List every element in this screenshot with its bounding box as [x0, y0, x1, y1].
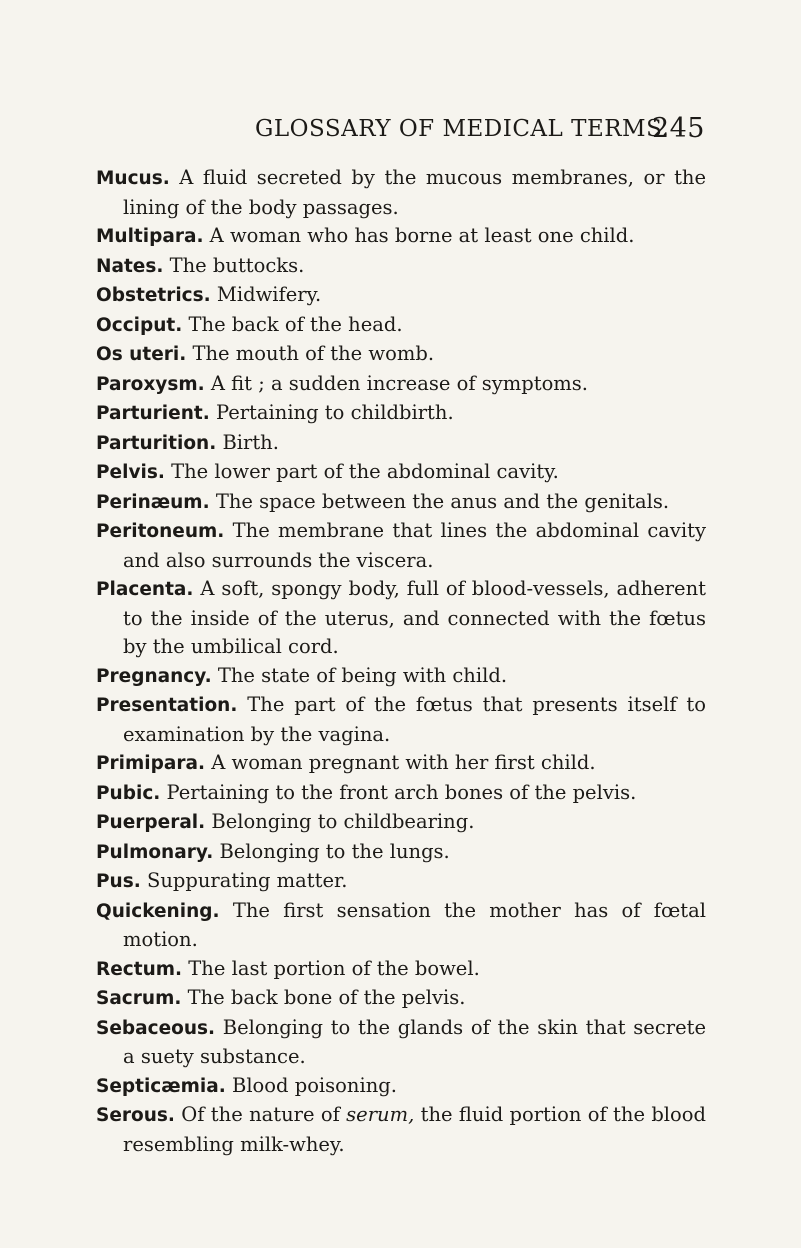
glossary-definition: Midwifery. [216, 283, 322, 306]
glossary-entry [96, 1072, 706, 1102]
glossary-definition: The part of the fœtus that presents itself to examination by the vagina. [123, 693, 706, 746]
glossary-definition: The state of being with child. [217, 663, 508, 687]
glossary-entry [96, 808, 706, 838]
glossary-entry [96, 517, 706, 575]
glossary-term: Sebaceous. [96, 1017, 216, 1039]
glossary-term: Serous. [96, 1105, 175, 1126]
glossary-term: Paroxysm. [96, 373, 205, 395]
glossary-definition: Belonging to the glands of the skin that secrete a suety substance. [123, 1015, 707, 1068]
glossary-term: Presentation. [96, 695, 238, 716]
glossary-definition: The mouth of the womb. [192, 342, 435, 365]
glossary-term: Pulmonary. [96, 841, 214, 863]
glossary-entry [96, 897, 706, 955]
glossary-definition: Belonging to childbearing. [211, 810, 475, 833]
page-number: 245 [651, 113, 705, 144]
glossary-term: Mucus. [96, 168, 170, 189]
glossary-definition: Pertaining to the front arch bones of the pelvis. [166, 780, 637, 804]
glossary-term: Multipara. [96, 226, 204, 247]
glossary-list [96, 164, 706, 1159]
glossary-entry [96, 1101, 706, 1159]
glossary-term: Pelvis. [96, 462, 165, 483]
glossary-definition: The membrane that lines the abdominal cavity and also surrounds the viscera. [123, 519, 706, 572]
glossary-entry [96, 662, 706, 692]
glossary-term: Pregnancy. [96, 665, 212, 687]
glossary-entry [96, 164, 706, 222]
glossary-term: Perinæum. [96, 491, 210, 513]
glossary-definition-italic: serum, [346, 1103, 415, 1126]
glossary-entry [96, 779, 706, 809]
glossary-entry [96, 691, 706, 749]
glossary-entry [96, 252, 706, 282]
glossary-term: Septicæmia. [96, 1075, 226, 1097]
glossary-definition: Belonging to the lungs. [219, 839, 450, 863]
glossary-definition: The lower part of the abdominal cavity. [171, 460, 559, 483]
glossary-definition: Pertaining to childbirth. [215, 401, 454, 424]
glossary-definition: A fit ; a sudden increase of symptoms. [210, 371, 589, 395]
glossary-term: Puerperal. [96, 812, 206, 833]
glossary-term: Sacrum. [96, 988, 182, 1009]
glossary-definition-end: the fluid portion of the blood resembling milk-whey. [123, 1103, 707, 1156]
glossary-definition: The back bone of the pelvis. [187, 986, 466, 1009]
glossary-term: Pus. [96, 871, 141, 892]
glossary-definition-start: Of the nature of [181, 1103, 340, 1126]
glossary-term: Occiput. [96, 314, 183, 336]
glossary-entry [96, 370, 706, 400]
glossary-entry [96, 311, 706, 341]
glossary-entry [96, 955, 706, 985]
glossary-definition: The first sensation the mother has of fœtal motion. [123, 898, 706, 951]
glossary-entry [96, 838, 706, 868]
glossary-term: Parturition. [96, 432, 217, 454]
running-head: GLOSSARY OF MEDICAL TERMS. [255, 116, 670, 142]
glossary-definition: A soft, spongy body, full of blood-vessels, adherent to the inside of the uterus, and connected with the fœtus by the umbilical cord. [123, 577, 706, 658]
glossary-entry [96, 867, 706, 897]
glossary-term: Nates. [96, 255, 164, 277]
glossary-entry [96, 281, 706, 311]
glossary-term: Obstetrics. [96, 285, 211, 306]
glossary-definition: The last portion of the bowel. [188, 956, 480, 980]
glossary-term: Quickening. [96, 900, 220, 922]
glossary-definition: Suppurating matter. [146, 869, 348, 892]
glossary-definition: Blood poisoning. [231, 1073, 397, 1097]
glossary-entry [96, 575, 706, 662]
glossary-entry [96, 399, 706, 429]
glossary-definition: The buttocks. [169, 253, 305, 277]
glossary-entry [96, 458, 706, 488]
glossary-entry [96, 340, 706, 370]
glossary-term: Parturient. [96, 403, 210, 424]
glossary-definition: A fluid secreted by the mucous membranes, or the lining of the body passages. [123, 166, 707, 219]
glossary-term: Os uteri. [96, 344, 187, 365]
glossary-definition: The space between the anus and the genitals. [215, 489, 670, 513]
glossary-term: Rectum. [96, 958, 183, 980]
page-header [255, 113, 705, 152]
glossary-term: Primipara. [96, 753, 206, 774]
glossary-term: Peritoneum. [96, 521, 225, 542]
glossary-entry [96, 984, 706, 1014]
glossary-definition: Birth. [222, 430, 279, 454]
glossary-term: Placenta. [96, 579, 194, 600]
glossary-entry [96, 429, 706, 459]
glossary-entry [96, 1014, 706, 1072]
glossary-definition: The back of the head. [188, 312, 403, 336]
glossary-definition: A woman who has borne at least one child. [209, 224, 635, 247]
glossary-term: Pubic. [96, 782, 161, 804]
glossary-definition: A woman pregnant with her first child. [211, 751, 596, 774]
glossary-entry [96, 749, 706, 779]
glossary-entry [96, 488, 706, 518]
glossary-entry [96, 222, 706, 252]
